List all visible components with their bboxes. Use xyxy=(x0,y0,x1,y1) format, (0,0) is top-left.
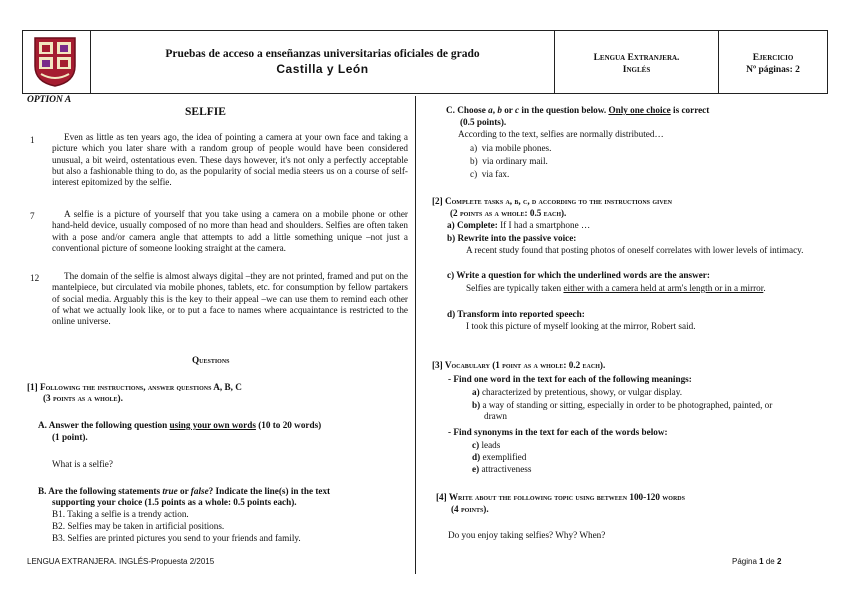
vocab-find-meanings: - Find one word in the text for each of the following meanings: xyxy=(448,374,692,384)
task-d-text: I took this picture of myself looking at the mirror, Robert said. xyxy=(466,321,696,331)
question-c-points: (0.5 points). xyxy=(460,117,507,127)
line-number: 12 xyxy=(30,273,40,283)
line-number: 7 xyxy=(30,211,35,221)
paragraph-1: Even as little as ten years ago, the idea of pointing a camera at your own face and taking a picture which you later share with a random group of people would have been considered unusual, a bit weird, ostentatious even. These days however, it's not only a perfectly acceptable but also a fashionable thing to do, as the popularity of social media steers us on a course of self-interest epitomized by the selfie. xyxy=(52,132,408,188)
exercise-label: Ejercicio xyxy=(752,53,794,63)
pages-label: Nº páginas: 2 xyxy=(746,65,800,75)
option-c: c) via fax. xyxy=(470,169,510,179)
text-title: SELFIE xyxy=(185,106,226,118)
task-b-text: A recent study found that posting photos of oneself correlates with lower levels of intimacy. xyxy=(466,245,804,255)
subject-line1: Lengua Extranjera. xyxy=(593,53,680,63)
vocab-synonym-c: c) leads xyxy=(472,440,501,450)
option-a: a) via mobile phones. xyxy=(470,143,552,153)
option-label: OPTION A xyxy=(27,95,72,105)
question-b-points: supporting your choice (1.5 points as a whole: 0.5 points each). xyxy=(52,497,297,507)
statement-b2: B2. Selfies may be taken in artificial positions. xyxy=(52,521,225,531)
question-a-text: What is a selfie? xyxy=(52,459,113,469)
crest-cell xyxy=(23,31,91,93)
statement-b1: B1. Taking a selfie is a trendy action. xyxy=(52,509,189,519)
subject-cell xyxy=(555,31,719,93)
vocab-synonym-e: e) attractiveness xyxy=(472,464,532,474)
section-2-points: (2 points as a whole: 0.5 each). xyxy=(450,208,567,218)
section-3-heading: [3] Vocabulary (1 point as a whole: 0.2 each). xyxy=(432,360,606,370)
section-4-points: (4 points). xyxy=(451,504,489,514)
writing-prompt: Do you enjoy taking selfies? Why? When? xyxy=(448,530,606,540)
subject-line2: Inglés xyxy=(622,65,651,75)
question-a: A. Answer the following question using your own words (10 to 20 words) xyxy=(38,420,322,430)
line-number: 1 xyxy=(30,135,35,145)
paragraph-3: The domain of the selfie is almost always digital –they are not printed, framed and put on the mantelpiece, but circulated via mobile phones, tablets, etc. for consumption by fellow partakers of social media. Arguably this is the key to their appeal –we can use them to remind each other of what we actually look like, or to put a face to names where acquaintance is restricted to the online universe. xyxy=(52,271,408,327)
exam-title: Pruebas de acceso a enseñanzas universitarias oficiales de grado xyxy=(165,48,480,60)
task-d-label: d) Transform into reported speech: xyxy=(447,309,585,319)
question-a-points: (1 point). xyxy=(52,432,88,442)
task-c-text: Selfies are typically taken either with a camera held at arm's length or in a mirror. xyxy=(466,283,766,293)
vocab-synonym-d: d) exemplified xyxy=(472,452,527,462)
section-1-points: (3 points as a whole). xyxy=(43,393,123,403)
section-4-heading: [4] Write about the following topic using between 100-120 words xyxy=(436,492,685,502)
vocab-meaning-a: a) characterized by pretentious, showy, or vulgar display. xyxy=(472,387,683,397)
footer-left: LENGUA EXTRANJERA. INGLÉS-Propuesta 2/2015 xyxy=(27,557,215,566)
page-indicator: Página 1 de 2 xyxy=(732,557,782,566)
questions-heading: Questions xyxy=(192,355,230,365)
question-b: B. Are the following statements true or false? Indicate the line(s) in the text xyxy=(38,486,331,496)
paragraph-2: A selfie is a picture of yourself that you take using a camera on a mobile phone or other hand-held device, usually composed of no more than head and shoulders. Selfies are often taken with a pose and/or camera angle that attempts to add a little something unique –not just a conventional picture of someone looking straight at the camera. xyxy=(52,209,408,253)
vocab-meaning-b: b) a way of standing or sitting, especially in order to be photographed, painted, or drawn xyxy=(472,400,773,422)
question-c-stem: According to the text, selfies are normally distributed… xyxy=(458,129,664,139)
exam-header xyxy=(22,30,828,94)
task-a: a) Complete: If I had a smartphone … xyxy=(447,220,591,230)
section-2-heading: [2] Complete tasks a, b, c, d according to the instructions given xyxy=(432,196,672,206)
university-crest-icon xyxy=(33,36,77,88)
column-divider xyxy=(415,96,416,574)
task-b-label: b) Rewrite into the passive voice: xyxy=(447,233,577,243)
vocab-find-synonyms: - Find synonyms in the text for each of the words below: xyxy=(448,427,668,437)
exercise-cell xyxy=(719,31,827,93)
title-cell xyxy=(91,31,555,93)
region-name: Castilla y León xyxy=(276,62,369,76)
question-c: C. Choose a, b or c in the question below. Only one choice is correct xyxy=(446,105,710,115)
task-c-label: c) Write a question for which the underlined words are the answer: xyxy=(447,270,710,280)
statement-b3: B3. Selfies are printed pictures you send to your friends and family. xyxy=(52,533,301,543)
option-b: b) via ordinary mail. xyxy=(470,156,548,166)
section-1-heading: [1] Following the instructions, answer questions A, B, C xyxy=(27,382,242,392)
